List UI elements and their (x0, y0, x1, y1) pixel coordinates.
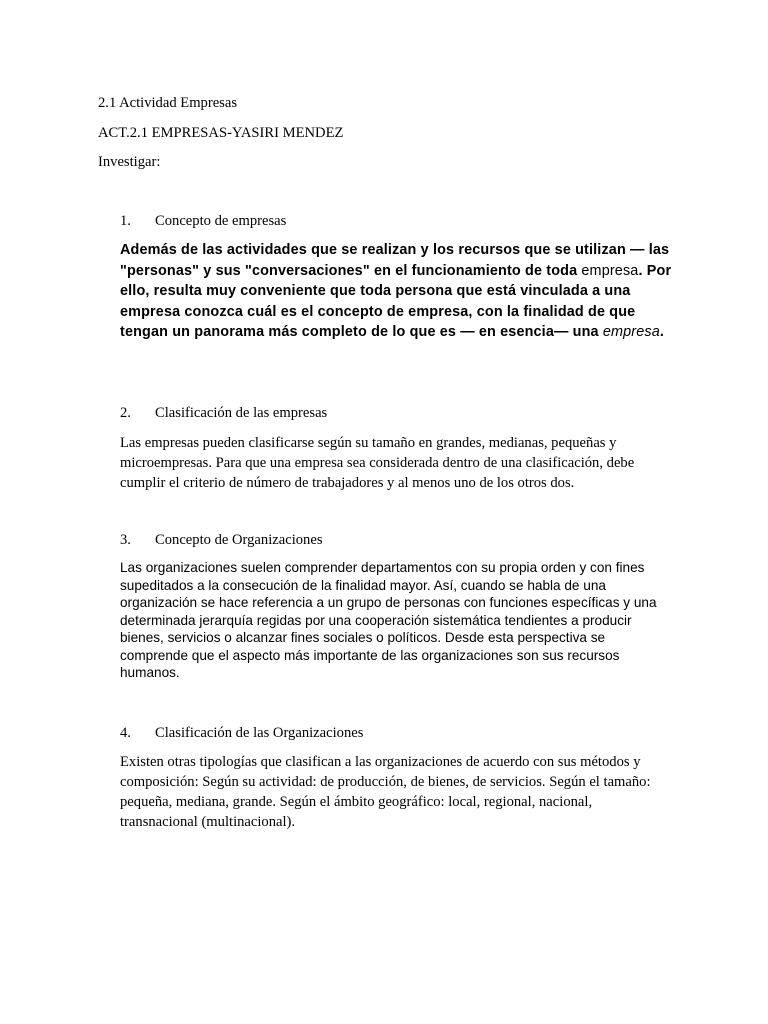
section-number: 1. (120, 213, 131, 229)
section-number: 4. (120, 725, 131, 741)
section-title: Clasificación de las Organizaciones (155, 725, 364, 741)
section-heading-concepto-organizaciones (120, 530, 323, 550)
body-word-empresa-italic: empresa (602, 324, 660, 340)
activity-subtitle: ACT.2.1 EMPRESAS-YASIRI MENDEZ (98, 125, 344, 141)
section-body-clasificacion-empresas: Las empresas pueden clasificarse según su tamaño en grandes, medianas, pequeñas y microempresas. Para que una empresa sea considerada dentro de una clasificación, debe cumplir el criterio de número de trabajadores y al menos uno de los otros dos. (120, 435, 635, 491)
instruction-label: Investigar: (98, 154, 161, 170)
body-text: Además de las actividades que se realizan y los recursos que se utilizan — las "personas" y sus "conversaciones" en el funcionamiento de toda (120, 242, 670, 279)
section-title: Concepto de Organizaciones (155, 532, 323, 548)
body-text-end: . (659, 324, 665, 340)
section-body-concepto-organizaciones: Las organizaciones suelen comprender departamentos con su propia orden y con fines supeditados a la consecución de la finalidad mayor. Así, cuando se habla de una organización se hace referencia a un grupo de personas con funciones específicas y una determinada jerarquía regidas por una cooperación sistemática tendientes a producir bienes, servicios o alcanzar fines sociales o políticos. Desde esta perspectiva se comprende que el aspecto más importante de las organizaciones son sus recursos humanos. (120, 560, 657, 680)
section-body-clasificacion-organizaciones: Existen otras tipologías que clasifican a las organizaciones de acuerdo con sus métodos y composición: Según su actividad: de producción, de bienes, de servicios. Según el tamaño: pequeña, mediana, grande. Según el ámbito geográfico: local, regional, nacional, transnacional (multinacional). (120, 754, 651, 830)
section-title: Concepto de empresas (155, 213, 287, 229)
section-heading-clasificacion-organizaciones (120, 723, 363, 743)
section-number: 2. (120, 405, 131, 421)
section-heading-concepto-empresas (120, 211, 286, 231)
section-body-concepto-empresas (120, 240, 685, 343)
body-text: . Por ello, resulta muy conveniente que toda persona que está vinculada a una empresa conozca cuál es el concepto de empresa, con la finalidad de que tengan un panorama más completo de lo que es — en esencia— una (120, 262, 672, 340)
section-number: 3. (120, 532, 131, 548)
body-word-empresa: empresa (581, 262, 639, 279)
activity-title: 2.1 Actividad Empresas (98, 95, 238, 111)
section-heading-clasificacion-empresas (120, 403, 327, 423)
section-title: Clasificación de las empresas (155, 405, 328, 421)
